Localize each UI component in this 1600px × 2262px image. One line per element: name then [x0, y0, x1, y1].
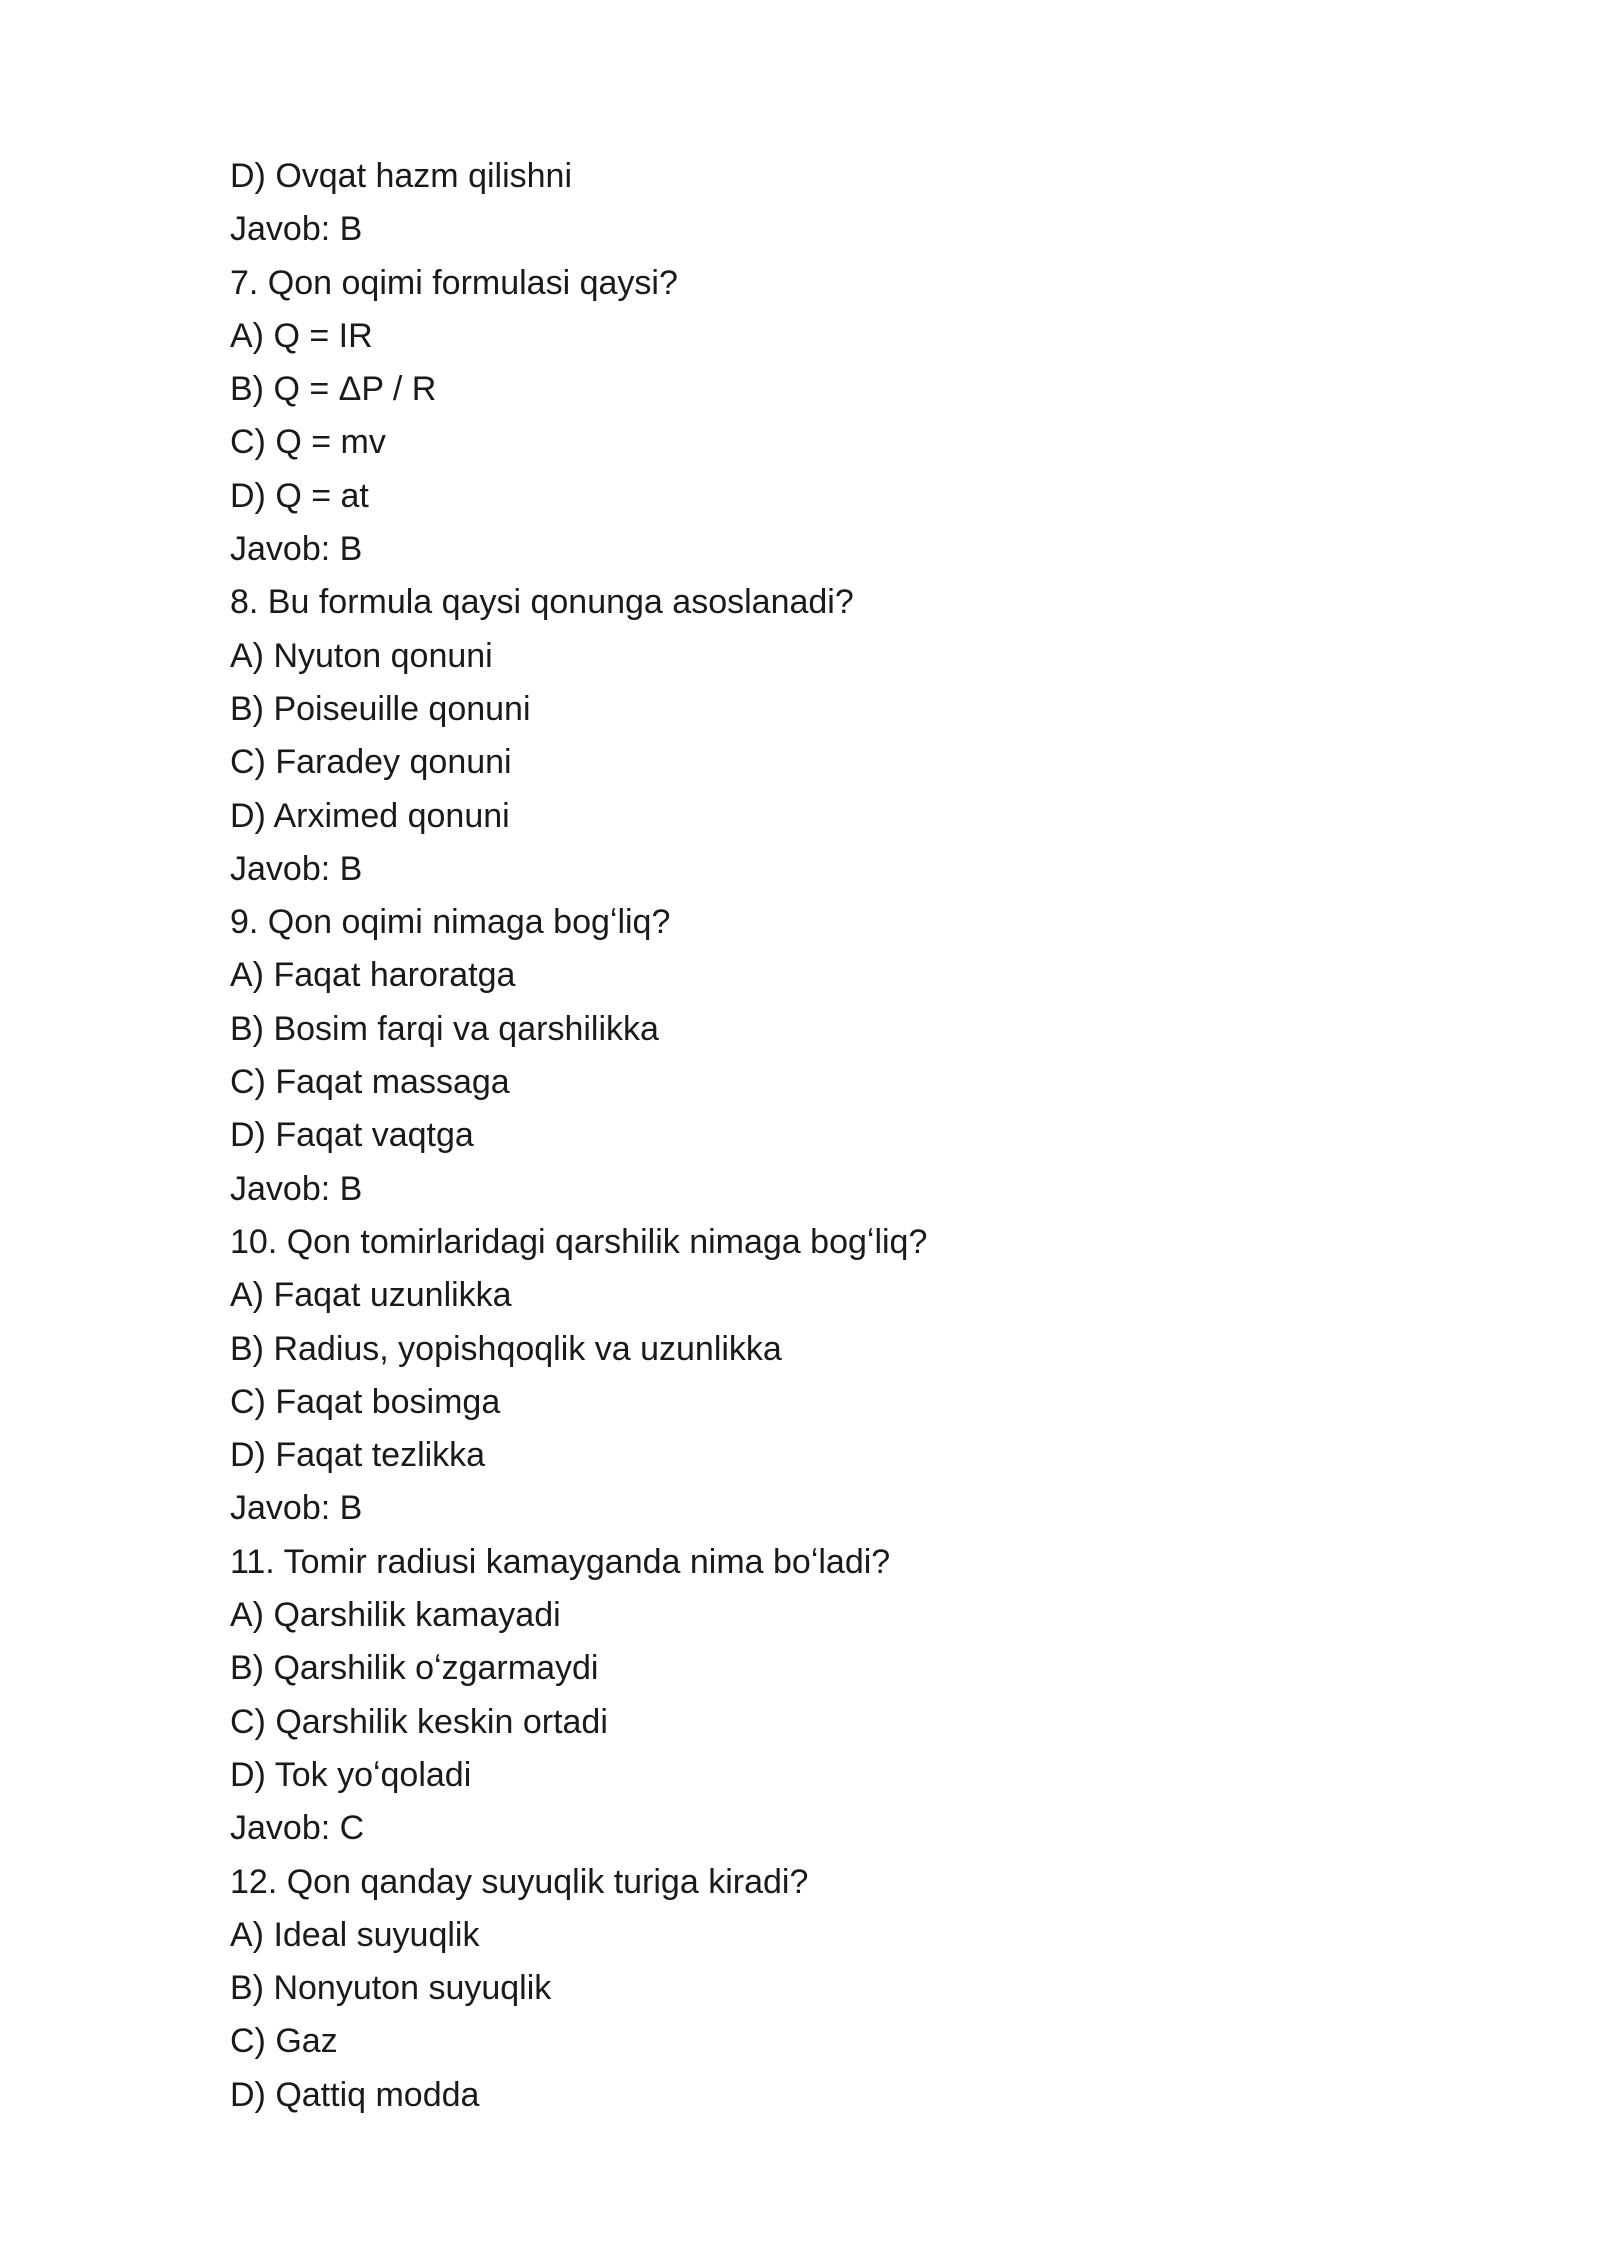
question-12: 12. Qon qanday suyuqlik turiga kiradi?	[230, 1862, 809, 1901]
option-c: C) Gaz	[230, 2022, 338, 2061]
option-c: C) Faqat bosimga	[230, 1382, 501, 1421]
answer-line: Javob: B	[230, 1489, 363, 1528]
option-b: B) Radius, yopishqoqlik va uzunlikka	[230, 1329, 782, 1368]
option-a: A) Qarshilik kamayadi	[230, 1596, 561, 1635]
question-8: 8. Bu formula qaysi qonunga asoslanadi?	[230, 583, 854, 622]
question-7: 7. Qon oqimi formulasi qaysi?	[230, 263, 678, 302]
option-a: A) Q = IR	[230, 316, 373, 355]
question-9: 9. Qon oqimi nimaga bogʻliq?	[230, 903, 671, 942]
option-a: A) Faqat uzunlikka	[230, 1276, 512, 1315]
quiz-content	[230, 150, 1430, 2122]
option-b: B) Poiseuille qonuni	[230, 689, 531, 728]
option-c: C) Faqat massaga	[230, 1063, 510, 1102]
answer-line: Javob: B	[230, 530, 363, 569]
option-c: C) Q = mv	[230, 423, 386, 462]
option-c: C) Qarshilik keskin ortadi	[230, 1702, 608, 1741]
option-c: C) Faradey qonuni	[230, 743, 512, 782]
option-a: A) Faqat haroratga	[230, 956, 516, 995]
question-10: 10. Qon tomirlaridagi qarshilik nimaga bogʻliq?	[230, 1222, 928, 1261]
option-d: D) Qattiq modda	[230, 2075, 480, 2114]
option-d: D) Tok yoʻqoladi	[230, 1755, 472, 1794]
answer-line: Javob: C	[230, 1809, 365, 1848]
option-d: D) Faqat tezlikka	[230, 1436, 486, 1475]
answer-line: Javob: B	[230, 849, 363, 888]
option-b: B) Bosim farqi va qarshilikka	[230, 1009, 659, 1048]
option-d: D) Arximed qonuni	[230, 796, 510, 835]
option-b: B) Q = ΔP / R	[230, 370, 437, 409]
option-b: B) Nonyuton suyuqlik	[230, 1969, 552, 2008]
option-a: A) Ideal suyuqlik	[230, 1915, 480, 1954]
option-b: B) Qarshilik oʻzgarmaydi	[230, 1649, 599, 1688]
option-a: A) Nyuton qonuni	[230, 636, 493, 675]
option-d: D) Q = at	[230, 476, 369, 515]
question-11: 11. Tomir radiusi kamayganda nima boʻladi?	[230, 1542, 891, 1581]
answer-line: Javob: B	[230, 1169, 363, 1208]
option-d: D) Faqat vaqtga	[230, 1116, 474, 1155]
option-d: D) Ovqat hazm qilishni	[230, 157, 573, 195]
answer-line: Javob: B	[230, 210, 363, 249]
